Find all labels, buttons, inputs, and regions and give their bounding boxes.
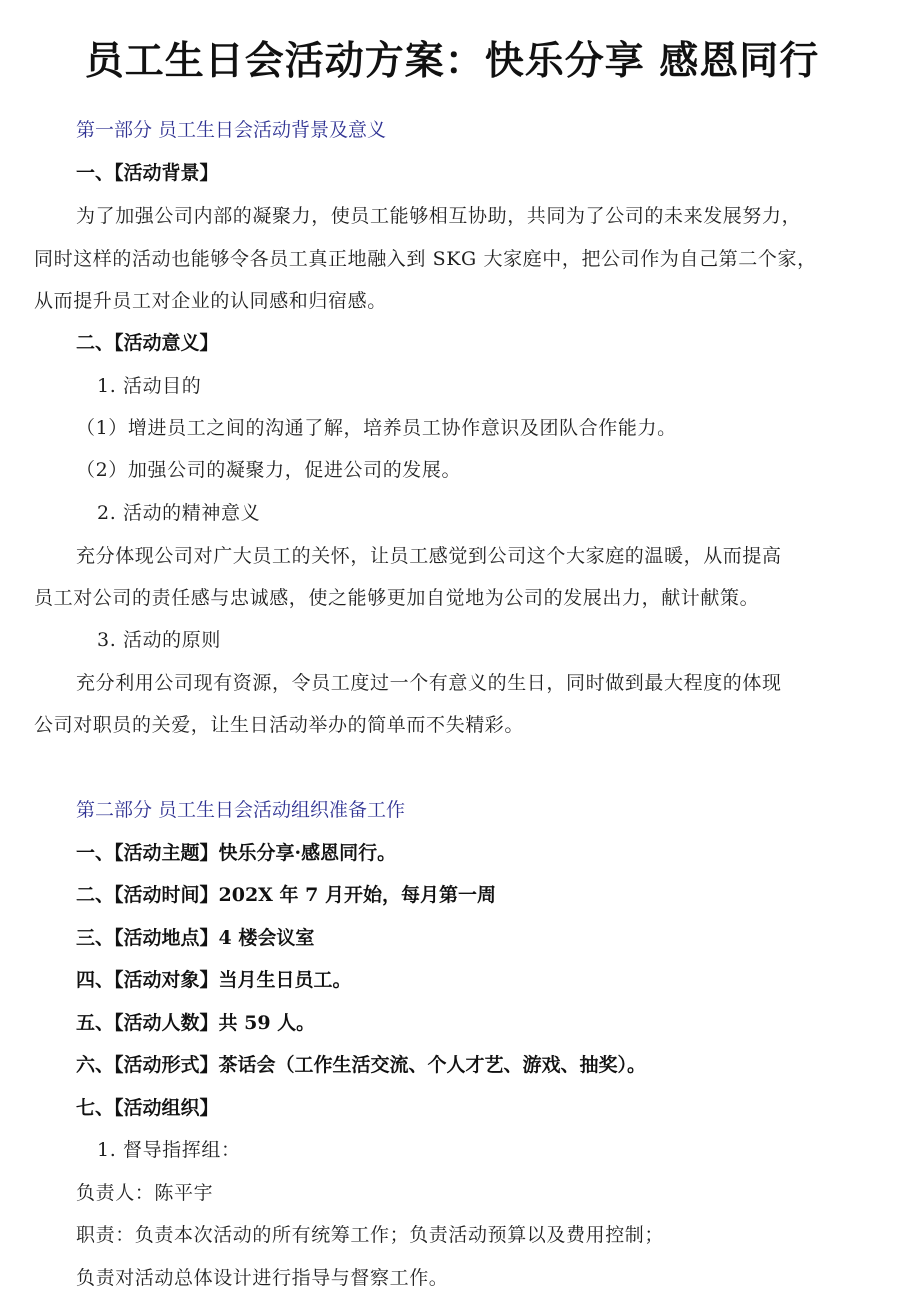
part2-item: 三、【活动地点】4 楼会议室: [76, 927, 315, 949]
part2-item: 七、【活动组织】: [76, 1097, 219, 1119]
part2-item: 四、【活动对象】当月生日员工。: [76, 969, 352, 991]
principle-line: 公司对职员的关爱，让生日活动举办的简单而不失精彩。: [34, 714, 525, 736]
part2-heading: 第二部分 员工生日会活动组织准备工作: [76, 799, 406, 821]
group-leader: 负责人：陈平宇: [76, 1182, 214, 1204]
document-title: 员工生日会活动方案：快乐分享 感恩同行: [84, 39, 820, 84]
purpose-item: （1）增进员工之间的沟通了解，培养员工协作意识及团队合作能力。: [76, 417, 677, 439]
purpose-heading: 1. 活动目的: [97, 375, 202, 397]
spirit-heading: 2. 活动的精神意义: [97, 502, 261, 524]
part2-item: 一、【活动主题】快乐分享·感恩同行。: [76, 842, 397, 864]
part1-heading: 第一部分 员工生日会活动背景及意义: [76, 119, 387, 141]
background-line: 为了加强公司内部的凝聚力，使员工能够相互协助，共同为了公司的未来发展努力，: [76, 205, 802, 227]
part2-item: 二、【活动时间】202X 年 7 月开始，每月第一周: [76, 884, 496, 906]
principle-line: 充分利用公司现有资源，令员工度过一个有意义的生日，同时做到最大程度的体现: [76, 672, 782, 694]
spirit-line: 充分体现公司对广大员工的关怀，让员工感觉到公司这个大家庭的温暖，从而提高: [76, 545, 782, 567]
part2-item: 五、【活动人数】共 59 人。: [76, 1012, 316, 1034]
principle-heading: 3. 活动的原则: [97, 629, 221, 651]
background-line: 同时这样的活动也能够令各员工真正地融入到 SKG 大家庭中，把公司作为自己第二个家，: [34, 248, 817, 270]
purpose-item: （2）加强公司的凝聚力，促进公司的发展。: [76, 459, 462, 481]
duty-line: 职责：负责本次活动的所有统筹工作；负责活动预算以及费用控制；: [76, 1224, 665, 1246]
significance-heading: 二、【活动意义】: [76, 332, 219, 354]
part2-item: 六、【活动形式】茶话会（工作生活交流、个人才艺、游戏、抽奖）。: [76, 1054, 647, 1076]
group-heading: 1. 督导指挥组：: [97, 1139, 241, 1161]
spirit-line: 员工对公司的责任感与忠诚感，使之能够更加自觉地为公司的发展出力，献计献策。: [34, 587, 760, 609]
background-line: 从而提升员工对企业的认同感和归宿感。: [34, 290, 387, 312]
duty-line: 负责对活动总体设计进行指导与督察工作。: [76, 1267, 449, 1289]
background-heading: 一、【活动背景】: [76, 162, 219, 184]
